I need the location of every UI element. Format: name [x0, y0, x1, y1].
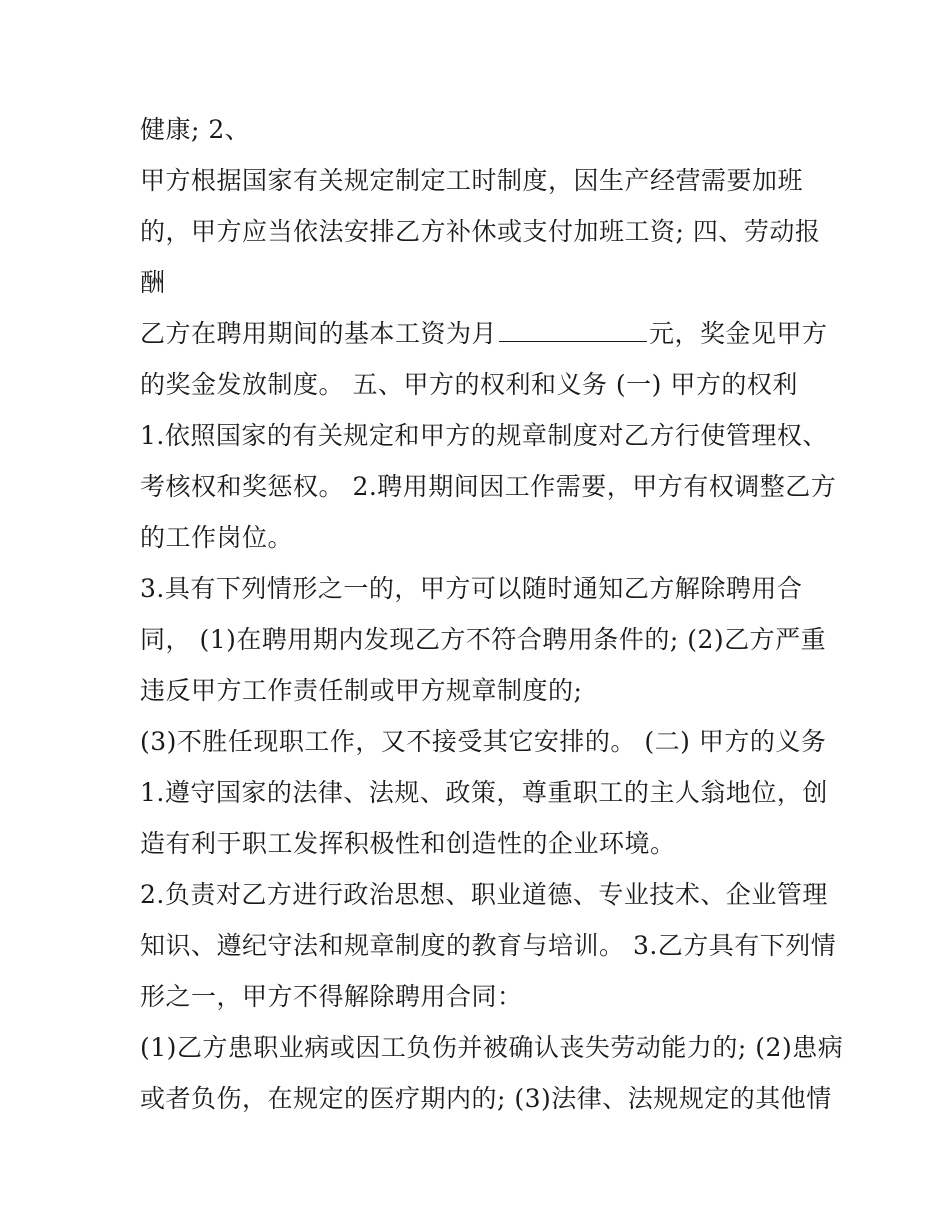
text-line: (1)乙方患职业病或因工负伤并被确认丧失劳动能力的; (2)患病 [140, 1033, 844, 1062]
salary-blank-field [499, 319, 647, 342]
text-line: 2.负责对乙方进行政治思想、职业道德、专业技术、企业管理 [140, 880, 828, 909]
text-line: 知识、遵纪守法和规章制度的教育与培训。 3.乙方具有下列情 [140, 931, 837, 960]
text-line: 酬 [140, 268, 166, 297]
text-line: 造有利于职工发挥积极性和创造性的企业环境。 [140, 829, 676, 858]
text-line: 3.具有下列情形之一的，甲方可以随时通知乙方解除聘用合 [140, 574, 803, 603]
text-line: 1.遵守国家的法律、法规、政策，尊重职工的主人翁地位，创 [140, 778, 828, 807]
text-line: 的工作岗位。 [140, 523, 294, 552]
text-line: 健康; 2、 [140, 115, 251, 144]
salary-line [140, 308, 828, 359]
text-line: 违反甲方工作责任制或甲方规章制度的; [140, 676, 583, 705]
document-body [140, 104, 844, 1124]
text-line: 1.依照国家的有关规定和甲方的规章制度对乙方行使管理权、 [140, 421, 828, 450]
text-line: 同， (1)在聘用期内发现乙方不符合聘用条件的; (2)乙方严重 [140, 625, 827, 654]
text-line: 形之一，甲方不得解除聘用合同： [140, 982, 523, 1011]
text-line: (3)不胜任现职工作，又不接受其它安排的。 (二) 甲方的义务 [140, 727, 827, 756]
salary-text-after: 元，奖金见甲方 [649, 319, 828, 348]
salary-text-before: 乙方在聘用期间的基本工资为月 [140, 319, 498, 348]
text-line: 或者负伤，在规定的医疗期内的; (3)法律、法规规定的其他情 [140, 1084, 832, 1113]
text-line: 的奖金发放制度。 五、甲方的权利和义务 (一) 甲方的权利 [140, 370, 798, 399]
text-line: 的，甲方应当依法安排乙方补休或支付加班工资; 四、劳动报 [140, 217, 821, 246]
text-line: 考核权和奖惩权。 2.聘用期间因工作需要，甲方有权调整乙方 [140, 472, 837, 501]
text-line: 甲方根据国家有关规定制定工时制度，因生产经营需要加班 [140, 166, 804, 195]
